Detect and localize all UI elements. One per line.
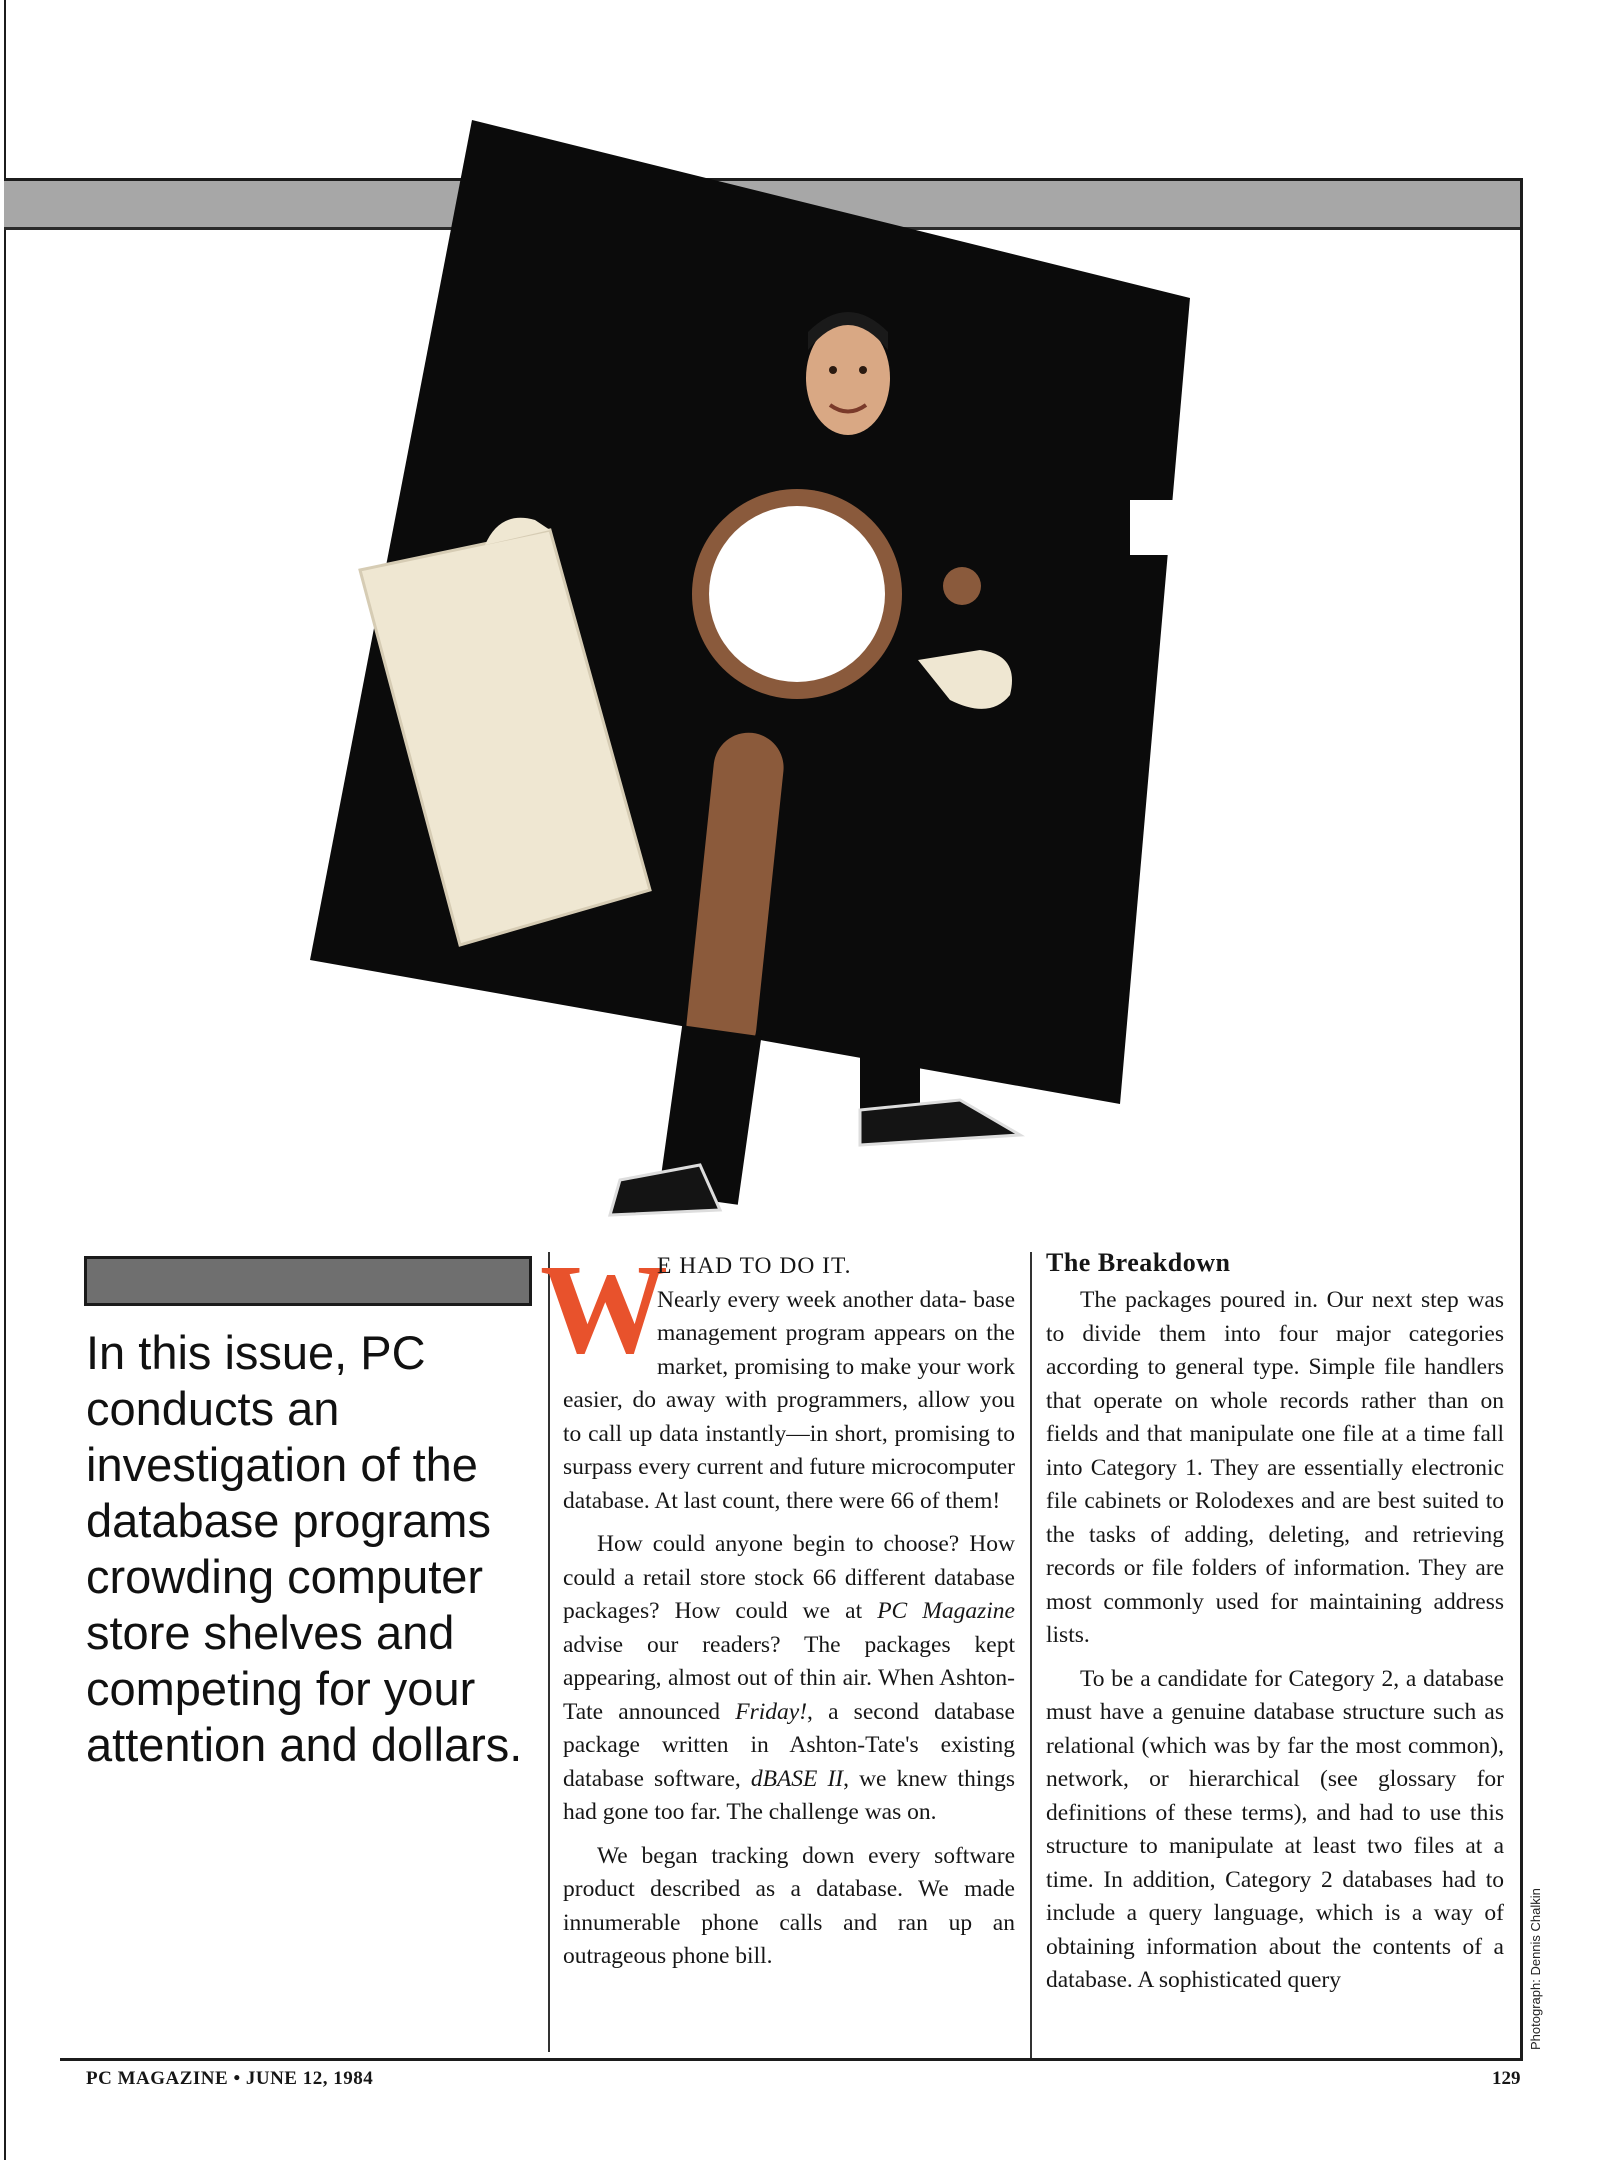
breakdown-paragraph-2: To be a candidate for Category 2, a database must have a genuine database structure such as relational (which was by far the most common), network, or hierarchical (see glossary for definitions of these terms), and had to use this structure to manipulate at least two files at a time. In addition, Category 2 databases had to include a query language, which is a way of obtaining information about the contents of a database. A sophisticated query bbox=[1046, 1665, 1504, 1993]
lead-in: E HAD TO DO IT. bbox=[657, 1253, 852, 1279]
section-heading: The Breakdown bbox=[1046, 1248, 1231, 1277]
index-hole bbox=[943, 567, 981, 605]
column-rule-right bbox=[1030, 1252, 1032, 2058]
write-protect-notch bbox=[1130, 500, 1190, 555]
friday-italic: Friday! bbox=[735, 1698, 808, 1725]
drop-cap-w bbox=[540, 1238, 668, 1380]
article-column-2 bbox=[1046, 1246, 1504, 1998]
disk-hub-hole bbox=[709, 506, 885, 682]
sneaker-right bbox=[860, 1100, 1020, 1145]
article-paragraph-2: How could anyone begin to choose? How could a retail store stock 66 different database packages? How could we at PC Magazine advise our readers? The packages kept appearing, almost out of thin air. When Ashton-Tate announced Friday!, a second database package written in Ashton-Tate's existing database software, dBASE II, we knew things had gone too far. The challenge was on. bbox=[563, 1531, 1015, 1825]
article-column-1 bbox=[540, 1238, 1016, 1974]
article-paragraph-3: We began tracking down every software product described as a database. We made innumerable phone calls and ran up an outrageous phone bill. bbox=[563, 1842, 1015, 1969]
left-margin-rule bbox=[4, 0, 6, 2160]
footer-rule bbox=[60, 2058, 1523, 2061]
floppy-disk-costume-photo bbox=[300, 100, 1060, 1250]
pc-magazine-italic: PC Magazine bbox=[877, 1598, 1015, 1624]
drop-cap-letter: W bbox=[540, 1238, 668, 1380]
right-margin-rule bbox=[1520, 178, 1523, 2058]
photo-credit: Photograph: Dennis Chalkin bbox=[1528, 1888, 1543, 2050]
footer-publication: PC MAGAZINE • JUNE 12, 1984 bbox=[86, 2068, 374, 2089]
dbase-ii-italic: dBASE II bbox=[750, 1765, 844, 1792]
sneaker-left bbox=[610, 1165, 720, 1215]
pull-quote-band bbox=[84, 1256, 532, 1306]
col1-p1-rest: base management program appears on the market, promising to make your work easier, do away with programmers, allow you to call up data instantly—in short, promising to surpass every current and future microcomputer database. At last count, there were 66 of them! bbox=[563, 1286, 1016, 1514]
page-number: 129 bbox=[1492, 2068, 1521, 2089]
col1-first-line: Nearly every week another data- bbox=[657, 1286, 967, 1313]
pull-quote: In this issue, PC conducts an investigation of the database programs crowding computer store shelves and competing for your attention and dollars. bbox=[86, 1326, 523, 1771]
breakdown-paragraph-1: The packages poured in. Our next step was to divide them into four major categories according to general type. Simple file handlers that operate on whole records rather than on fields and that manipulate one file at a time fall into Category 1. They are essentially electronic file cabinets or Rolodexes and are best suited to the tasks of adding, deleting, and retrieving records or file folders of information. They are most commonly used for maintaining address lists. bbox=[1046, 1287, 1504, 1648]
